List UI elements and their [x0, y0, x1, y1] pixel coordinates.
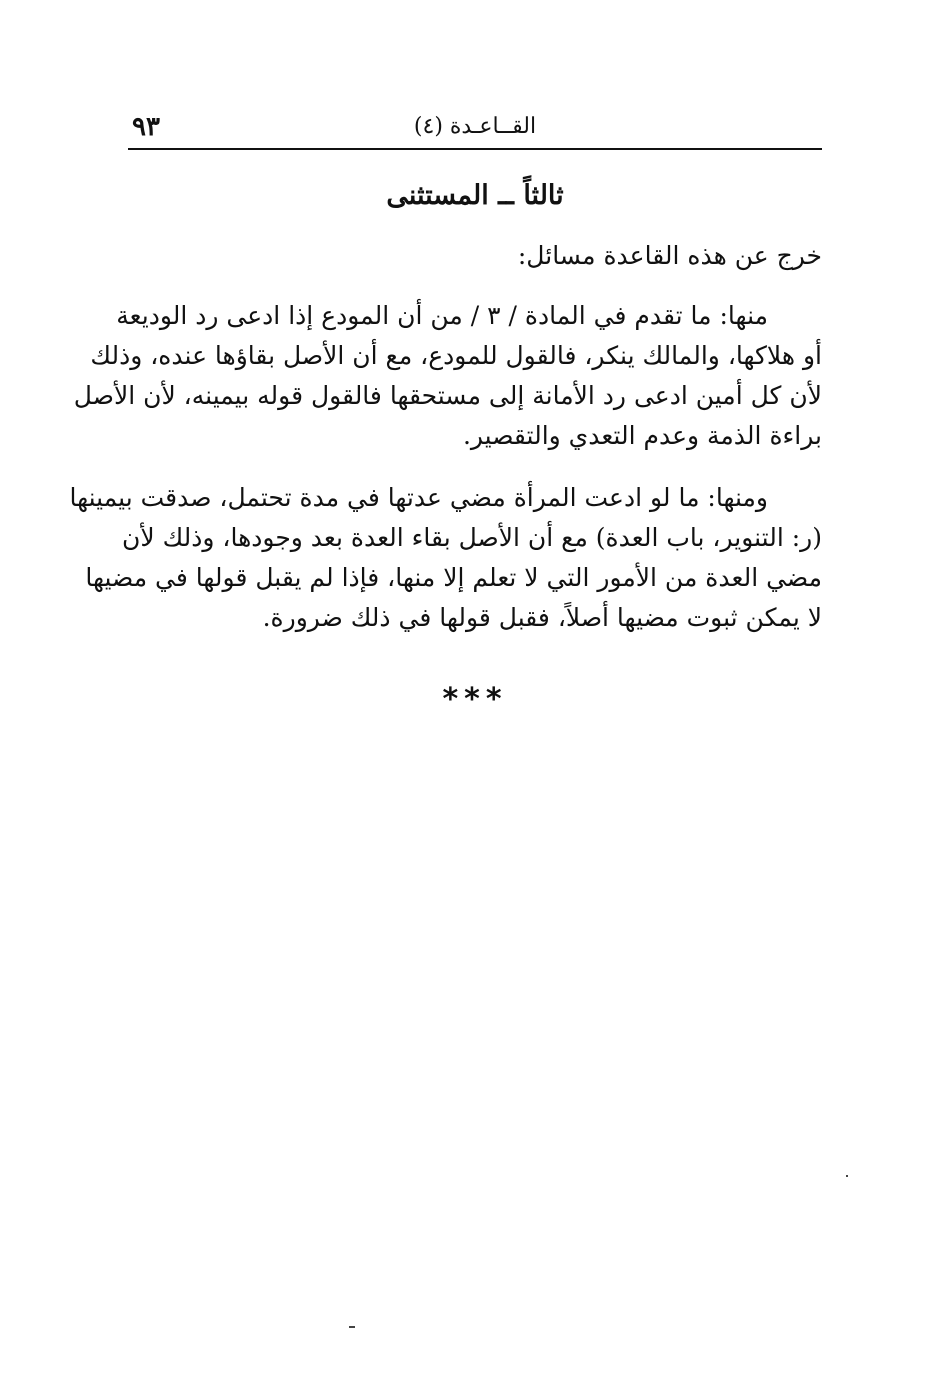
paragraph-2: [69, 478, 822, 638]
section-title: ثالثاً ــ المستثنى: [386, 180, 564, 211]
paragraph-line: مضي العدة من الأمور التي لا تعلم إلا منها، فإذا لم يقبل قولها في مضيها: [85, 563, 822, 592]
intro-line: خرج عن هذه القاعدة مسائل:: [517, 241, 822, 270]
paragraph-line: (ر: التنوير، باب العدة) مع أن الأصل بقاء العدة بعد وجودها، وذلك لأن: [122, 523, 822, 552]
paragraph-1: [73, 296, 822, 456]
paragraph-line: لا يمكن ثبوت مضيها أصلاً، فقبل قولها في ذلك ضرورة.: [262, 603, 822, 632]
paragraph-line: أو هلاكها، والمالك ينكر، فالقول للمودع، مع أن الأصل بقاؤها عنده، وذلك: [90, 341, 822, 370]
paragraph-line: براءة الذمة وعدم التعدي والتقصير.: [462, 421, 822, 450]
header-rule: [128, 148, 822, 150]
section-separator: ***: [442, 682, 508, 717]
paragraph-line: منها: ما تقدم في المادة / ٣ / من أن المودع إذا ادعى رد الوديعة: [116, 301, 768, 330]
paragraph-line: ومنها: ما لو ادعت المرأة مضي عدتها في مدة تحتمل، صدقت بيمينها: [69, 483, 768, 512]
paragraph-line: لأن كل أمين ادعى رد الأمانة إلى مستحقها فالقول قوله بيمينه، لأن الأصل: [73, 381, 822, 410]
page-number: ٩٣: [132, 112, 160, 142]
scan-speck: [846, 1175, 848, 1177]
page-header: [128, 112, 822, 148]
running-title: القــاعـدة (٤): [413, 114, 537, 139]
scan-speck: [349, 1326, 355, 1328]
